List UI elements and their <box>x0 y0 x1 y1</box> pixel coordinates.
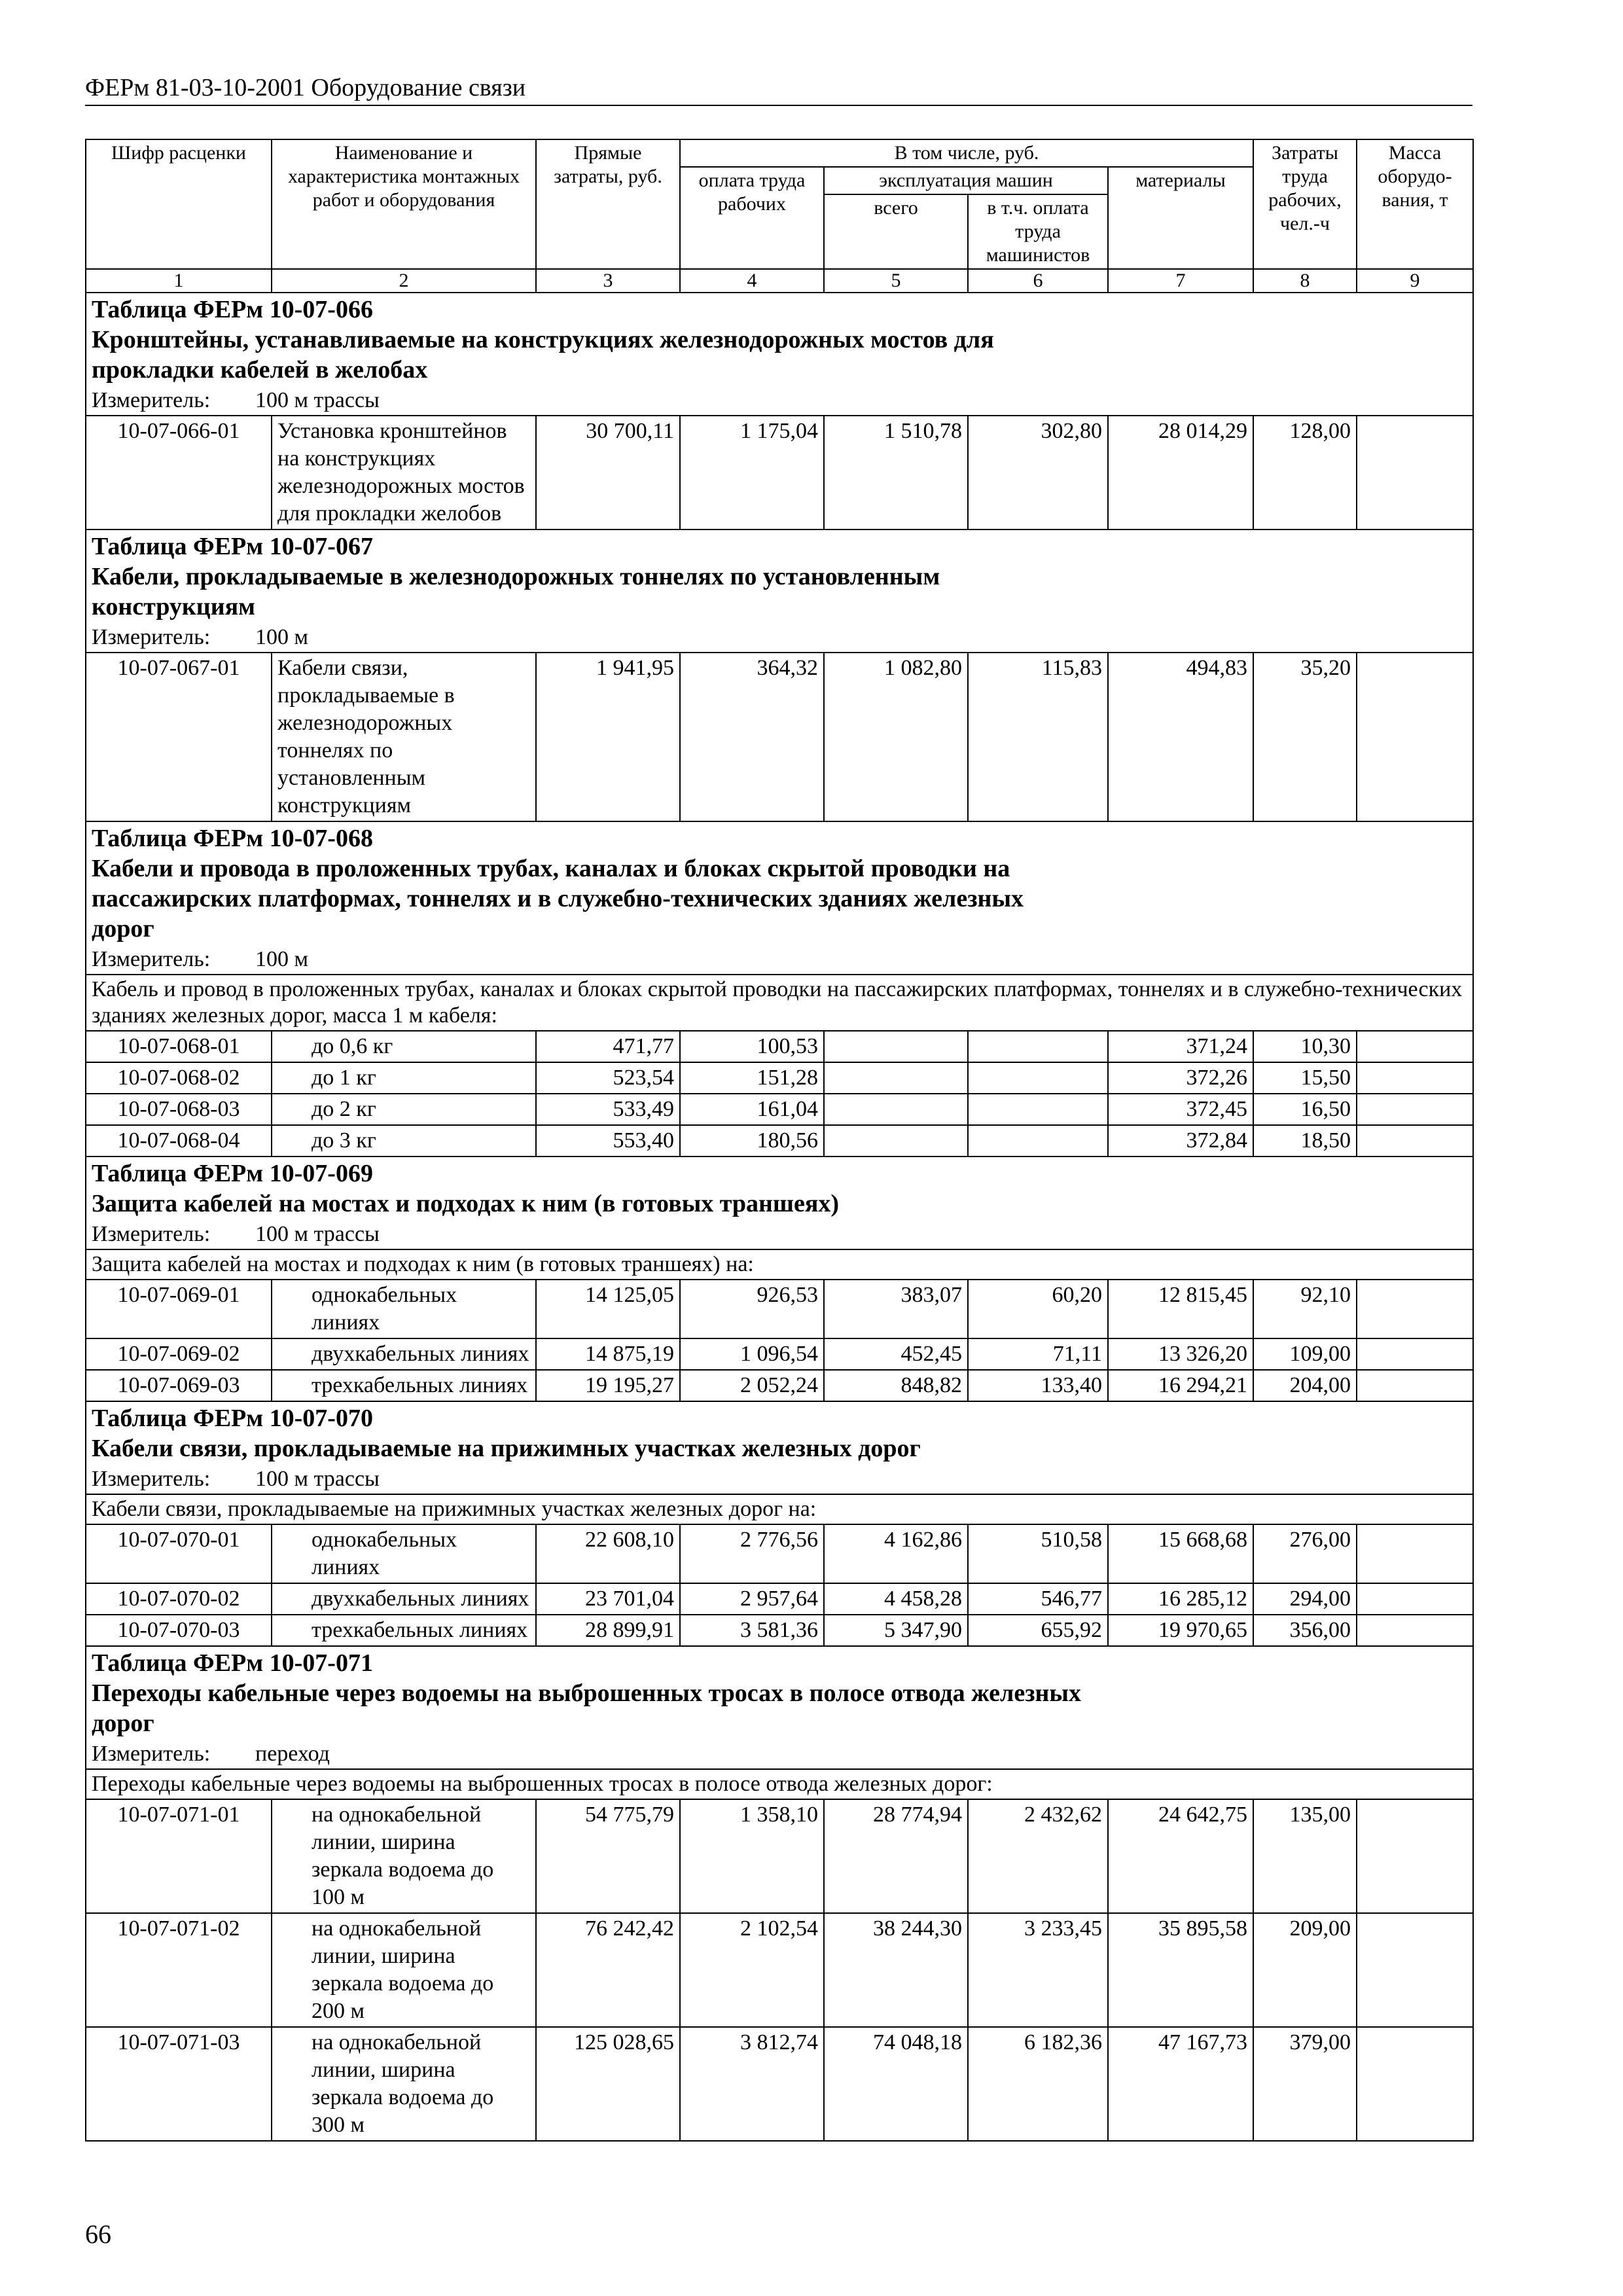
section-title-cell <box>86 821 1473 945</box>
value-direct: 1 941,95 <box>536 653 680 821</box>
col-header-code: Шифр расценки <box>86 139 272 269</box>
group-description: Кабель и провод в проложенных трубах, каналах и блоках скрытой проводки на пассажирских платформах, тоннелях и в служебно-технических зданиях железных дорог, масса 1 м кабеля: <box>86 975 1473 1031</box>
value-labor: 18,50 <box>1253 1125 1357 1157</box>
value-direct: 30 700,11 <box>536 416 680 529</box>
section-label: Таблица ФЕРм 10-07-067 <box>92 533 373 560</box>
value-machinists: 302,80 <box>968 416 1108 529</box>
rate-code: 10-07-071-02 <box>86 1913 272 2027</box>
section-title-row <box>86 529 1473 623</box>
value-machines: 1 510,78 <box>824 416 968 529</box>
measurer-cell <box>86 1740 1473 1769</box>
price-table <box>85 139 1474 2142</box>
page-number: 66 <box>85 2219 111 2249</box>
work-name: на однокабельной линии, ширина зеркала водоема до 200 м <box>272 1913 536 2027</box>
group-description-row <box>86 1249 1473 1280</box>
group-description: Защита кабелей на мостах и подходах к ним (в готовых траншеях) на: <box>86 1249 1473 1280</box>
value-labor: 10,30 <box>1253 1031 1357 1062</box>
measurer-unit: 100 м <box>255 947 309 971</box>
work-name: до 0,6 кг <box>272 1031 536 1062</box>
rate-code: 10-07-071-01 <box>86 1799 272 1913</box>
value-mass <box>1357 1799 1473 1913</box>
value-materials: 28 014,29 <box>1108 416 1253 529</box>
section-title: Переходы кабельные через водоемы на выброшенных тросах в полосе отвода железных дорог <box>92 1679 1082 1737</box>
measurer-label: Измеритель: <box>92 625 211 649</box>
measurer-row <box>86 1740 1473 1769</box>
value-mass <box>1357 416 1473 529</box>
document-header: ФЕРм 81-03-10-2001 Оборудование связи <box>85 73 1472 106</box>
table-row <box>86 1094 1473 1125</box>
value-direct: 76 242,42 <box>536 1913 680 2027</box>
section-title-cell <box>86 529 1473 623</box>
work-name: на однокабельной линии, ширина зеркала водоема до 100 м <box>272 1799 536 1913</box>
col-header-machinists: в т.ч. оплата труда машинистов <box>968 194 1108 269</box>
section-title-row <box>86 1157 1473 1220</box>
measurer-cell <box>86 1465 1473 1494</box>
value-machines: 452,45 <box>824 1338 968 1370</box>
section-title: Кабели, прокладываемые в железнодорожных тоннелях по установленным конструкциям <box>92 563 940 620</box>
value-labor: 16,50 <box>1253 1094 1357 1125</box>
value-machinists: 6 182,36 <box>968 2027 1108 2141</box>
work-name: на однокабельной линии, ширина зеркала водоема до 300 м <box>272 2027 536 2141</box>
measurer-row <box>86 386 1473 416</box>
value-mass <box>1357 1524 1473 1583</box>
rate-code: 10-07-068-03 <box>86 1094 272 1125</box>
work-name: двухкабельных линиях <box>272 1338 536 1370</box>
value-machinists: 133,40 <box>968 1370 1108 1401</box>
value-materials: 372,26 <box>1108 1062 1253 1094</box>
value-machines <box>824 1062 968 1094</box>
group-description-row <box>86 1769 1473 1799</box>
measurer-cell <box>86 945 1473 975</box>
value-wages: 3 581,36 <box>680 1615 824 1646</box>
value-labor: 294,00 <box>1253 1583 1357 1615</box>
col-header-incl: В том числе, руб. <box>680 139 1253 167</box>
value-materials: 372,84 <box>1108 1125 1253 1157</box>
measurer-row <box>86 1220 1473 1249</box>
section-title-row <box>86 1401 1473 1465</box>
value-wages: 1 175,04 <box>680 416 824 529</box>
value-labor: 379,00 <box>1253 2027 1357 2141</box>
rate-code: 10-07-069-03 <box>86 1370 272 1401</box>
value-wages: 180,56 <box>680 1125 824 1157</box>
value-wages: 1 358,10 <box>680 1799 824 1913</box>
value-direct: 28 899,91 <box>536 1615 680 1646</box>
value-machinists: 2 432,62 <box>968 1799 1108 1913</box>
value-mass <box>1357 1062 1473 1094</box>
value-direct: 19 195,27 <box>536 1370 680 1401</box>
value-machinists <box>968 1125 1108 1157</box>
col-header-machines-total: всего <box>824 194 968 269</box>
value-materials: 15 668,68 <box>1108 1524 1253 1583</box>
value-labor: 135,00 <box>1253 1799 1357 1913</box>
group-description: Переходы кабельные через водоемы на выброшенных тросах в полосе отвода железных дорог: <box>86 1769 1473 1799</box>
section-title-cell <box>86 293 1473 386</box>
measurer-row <box>86 1465 1473 1494</box>
value-machines: 848,82 <box>824 1370 968 1401</box>
section-title: Защита кабелей на мостах и подходах к ним (в готовых траншеях) <box>92 1190 840 1217</box>
rate-code: 10-07-071-03 <box>86 2027 272 2141</box>
value-machinists: 510,58 <box>968 1524 1108 1583</box>
value-wages: 926,53 <box>680 1280 824 1338</box>
table-row <box>86 1799 1473 1913</box>
value-mass <box>1357 1370 1473 1401</box>
section-title: Кабели и провода в проложенных трубах, каналах и блоках скрытой проводки на пассажирских платформах, тоннелях и в служебно-технических зданиях железных дорог <box>92 855 1024 942</box>
table-row <box>86 1615 1473 1646</box>
rate-code: 10-07-070-01 <box>86 1524 272 1583</box>
value-materials: 371,24 <box>1108 1031 1253 1062</box>
value-direct: 125 028,65 <box>536 2027 680 2141</box>
value-machinists: 115,83 <box>968 653 1108 821</box>
value-machinists: 60,20 <box>968 1280 1108 1338</box>
measurer-row <box>86 945 1473 975</box>
value-direct: 14 875,19 <box>536 1338 680 1370</box>
value-machines: 74 048,18 <box>824 2027 968 2141</box>
measurer-unit: 100 м <box>255 625 309 649</box>
value-machinists <box>968 1031 1108 1062</box>
value-direct: 23 701,04 <box>536 1583 680 1615</box>
rate-code: 10-07-070-03 <box>86 1615 272 1646</box>
table-row <box>86 1031 1473 1062</box>
table-row <box>86 653 1473 821</box>
measurer-unit: 100 м трассы <box>255 388 380 412</box>
table-row <box>86 1062 1473 1094</box>
value-machines <box>824 1125 968 1157</box>
value-mass <box>1357 1031 1473 1062</box>
table-row <box>86 1583 1473 1615</box>
rate-code: 10-07-068-04 <box>86 1125 272 1157</box>
section-label: Таблица ФЕРм 10-07-071 <box>92 1649 373 1677</box>
measurer-label: Измеритель: <box>92 1467 211 1491</box>
value-wages: 2 776,56 <box>680 1524 824 1583</box>
value-materials: 35 895,58 <box>1108 1913 1253 2027</box>
column-number: 9 <box>1357 269 1473 293</box>
value-direct: 523,54 <box>536 1062 680 1094</box>
measurer-label: Измеритель: <box>92 1222 211 1246</box>
work-name: однокабельных линиях <box>272 1280 536 1338</box>
value-mass <box>1357 2027 1473 2141</box>
value-machinists: 546,77 <box>968 1583 1108 1615</box>
measurer-label: Измеритель: <box>92 388 211 412</box>
section-title: Кронштейны, устанавливаемые на конструкциях железнодорожных мостов для прокладки кабелей в желобах <box>92 326 994 384</box>
value-mass <box>1357 1280 1473 1338</box>
work-name: трехкабельных линиях <box>272 1615 536 1646</box>
group-description-row <box>86 1494 1473 1524</box>
value-materials: 12 815,45 <box>1108 1280 1253 1338</box>
value-machines: 5 347,90 <box>824 1615 968 1646</box>
value-wages: 151,28 <box>680 1062 824 1094</box>
col-header-direct: Прямые затраты, руб. <box>536 139 680 269</box>
value-direct: 471,77 <box>536 1031 680 1062</box>
value-machines: 1 082,80 <box>824 653 968 821</box>
value-machinists <box>968 1094 1108 1125</box>
measurer-unit: переход <box>255 1742 330 1766</box>
table-row <box>86 2027 1473 2141</box>
value-machines <box>824 1031 968 1062</box>
table-row <box>86 1524 1473 1583</box>
measurer-cell <box>86 623 1473 653</box>
section-label: Таблица ФЕРм 10-07-066 <box>92 296 373 323</box>
work-name: Установка кронштейнов на конструкциях железнодорожных мостов для прокладки желобов <box>272 416 536 529</box>
value-materials: 13 326,20 <box>1108 1338 1253 1370</box>
section-title-cell <box>86 1401 1473 1465</box>
value-direct: 22 608,10 <box>536 1524 680 1583</box>
col-header-materials: материалы <box>1108 167 1253 269</box>
table-body <box>86 293 1473 2141</box>
table-row <box>86 1913 1473 2027</box>
value-mass <box>1357 1583 1473 1615</box>
column-number: 1 <box>86 269 272 293</box>
value-materials: 19 970,65 <box>1108 1615 1253 1646</box>
value-machines <box>824 1094 968 1125</box>
value-machines: 38 244,30 <box>824 1913 968 2027</box>
table-row <box>86 1125 1473 1157</box>
value-mass <box>1357 1338 1473 1370</box>
section-title: Кабели связи, прокладываемые на прижимных участках железных дорог <box>92 1435 921 1462</box>
value-materials: 16 294,21 <box>1108 1370 1253 1401</box>
value-mass <box>1357 1913 1473 2027</box>
section-label: Таблица ФЕРм 10-07-070 <box>92 1405 373 1432</box>
value-wages: 161,04 <box>680 1094 824 1125</box>
rate-code: 10-07-068-02 <box>86 1062 272 1094</box>
value-mass <box>1357 1125 1473 1157</box>
value-machines: 383,07 <box>824 1280 968 1338</box>
col-header-mass: Масса оборудо-вания, т <box>1357 139 1473 269</box>
rate-code: 10-07-069-02 <box>86 1338 272 1370</box>
work-name: однокабельных линиях <box>272 1524 536 1583</box>
value-machinists: 71,11 <box>968 1338 1108 1370</box>
measurer-label: Измеритель: <box>92 947 211 971</box>
col-header-wages: оплата труда рабочих <box>680 167 824 269</box>
rate-code: 10-07-066-01 <box>86 416 272 529</box>
measurer-row <box>86 623 1473 653</box>
table-row <box>86 1370 1473 1401</box>
col-header-labor: Затраты труда рабочих, чел.-ч <box>1253 139 1357 269</box>
value-materials: 16 285,12 <box>1108 1583 1253 1615</box>
value-labor: 15,50 <box>1253 1062 1357 1094</box>
value-materials: 47 167,73 <box>1108 2027 1253 2141</box>
measurer-label: Измеритель: <box>92 1742 211 1766</box>
table-row <box>86 416 1473 529</box>
rate-code: 10-07-067-01 <box>86 653 272 821</box>
value-wages: 2 052,24 <box>680 1370 824 1401</box>
rate-code: 10-07-069-01 <box>86 1280 272 1338</box>
value-direct: 533,49 <box>536 1094 680 1125</box>
measurer-unit: 100 м трассы <box>255 1467 380 1491</box>
section-title-row <box>86 1646 1473 1740</box>
value-wages: 2 957,64 <box>680 1583 824 1615</box>
value-machines: 4 162,86 <box>824 1524 968 1583</box>
value-wages: 3 812,74 <box>680 2027 824 2141</box>
measurer-unit: 100 м трассы <box>255 1222 380 1246</box>
value-machinists: 655,92 <box>968 1615 1108 1646</box>
column-number: 3 <box>536 269 680 293</box>
value-materials: 24 642,75 <box>1108 1799 1253 1913</box>
value-wages: 1 096,54 <box>680 1338 824 1370</box>
value-mass <box>1357 653 1473 821</box>
value-labor: 35,20 <box>1253 653 1357 821</box>
work-name: до 2 кг <box>272 1094 536 1125</box>
table-row <box>86 1280 1473 1338</box>
col-header-name: Наименование и характеристика монтажных работ и оборудования <box>272 139 536 269</box>
work-name: Кабели связи, прокладываемые в железнодорожных тоннелях по установленным конструкциям <box>272 653 536 821</box>
column-number: 5 <box>824 269 968 293</box>
value-labor: 209,00 <box>1253 1913 1357 2027</box>
value-materials: 372,45 <box>1108 1094 1253 1125</box>
section-title-row <box>86 293 1473 386</box>
column-number: 6 <box>968 269 1108 293</box>
value-mass <box>1357 1615 1473 1646</box>
section-title-cell <box>86 1646 1473 1740</box>
column-number: 7 <box>1108 269 1253 293</box>
table-row <box>86 1338 1473 1370</box>
measurer-cell <box>86 1220 1473 1249</box>
work-name: двухкабельных линиях <box>272 1583 536 1615</box>
group-description-row <box>86 975 1473 1031</box>
work-name: трехкабельных линиях <box>272 1370 536 1401</box>
rate-code: 10-07-068-01 <box>86 1031 272 1062</box>
section-label: Таблица ФЕРм 10-07-069 <box>92 1160 373 1187</box>
value-wages: 364,32 <box>680 653 824 821</box>
work-name: до 1 кг <box>272 1062 536 1094</box>
value-wages: 2 102,54 <box>680 1913 824 2027</box>
value-labor: 128,00 <box>1253 416 1357 529</box>
value-machines: 4 458,28 <box>824 1583 968 1615</box>
value-mass <box>1357 1094 1473 1125</box>
value-labor: 276,00 <box>1253 1524 1357 1583</box>
value-direct: 54 775,79 <box>536 1799 680 1913</box>
value-machines: 28 774,94 <box>824 1799 968 1913</box>
value-direct: 553,40 <box>536 1125 680 1157</box>
value-machinists: 3 233,45 <box>968 1913 1108 2027</box>
value-materials: 494,83 <box>1108 653 1253 821</box>
work-name: до 3 кг <box>272 1125 536 1157</box>
rate-code: 10-07-070-02 <box>86 1583 272 1615</box>
section-title-row <box>86 821 1473 945</box>
col-header-machines: эксплуатация машин <box>824 167 1108 194</box>
section-title-cell <box>86 1157 1473 1220</box>
value-labor: 204,00 <box>1253 1370 1357 1401</box>
value-wages: 100,53 <box>680 1031 824 1062</box>
section-label: Таблица ФЕРм 10-07-068 <box>92 825 373 852</box>
column-number: 4 <box>680 269 824 293</box>
value-direct: 14 125,05 <box>536 1280 680 1338</box>
value-machinists <box>968 1062 1108 1094</box>
column-number: 8 <box>1253 269 1357 293</box>
value-labor: 92,10 <box>1253 1280 1357 1338</box>
column-number: 2 <box>272 269 536 293</box>
measurer-cell <box>86 386 1473 416</box>
column-numbers-row <box>86 269 1473 293</box>
group-description: Кабели связи, прокладываемые на прижимных участках железных дорог на: <box>86 1494 1473 1524</box>
value-labor: 109,00 <box>1253 1338 1357 1370</box>
value-labor: 356,00 <box>1253 1615 1357 1646</box>
